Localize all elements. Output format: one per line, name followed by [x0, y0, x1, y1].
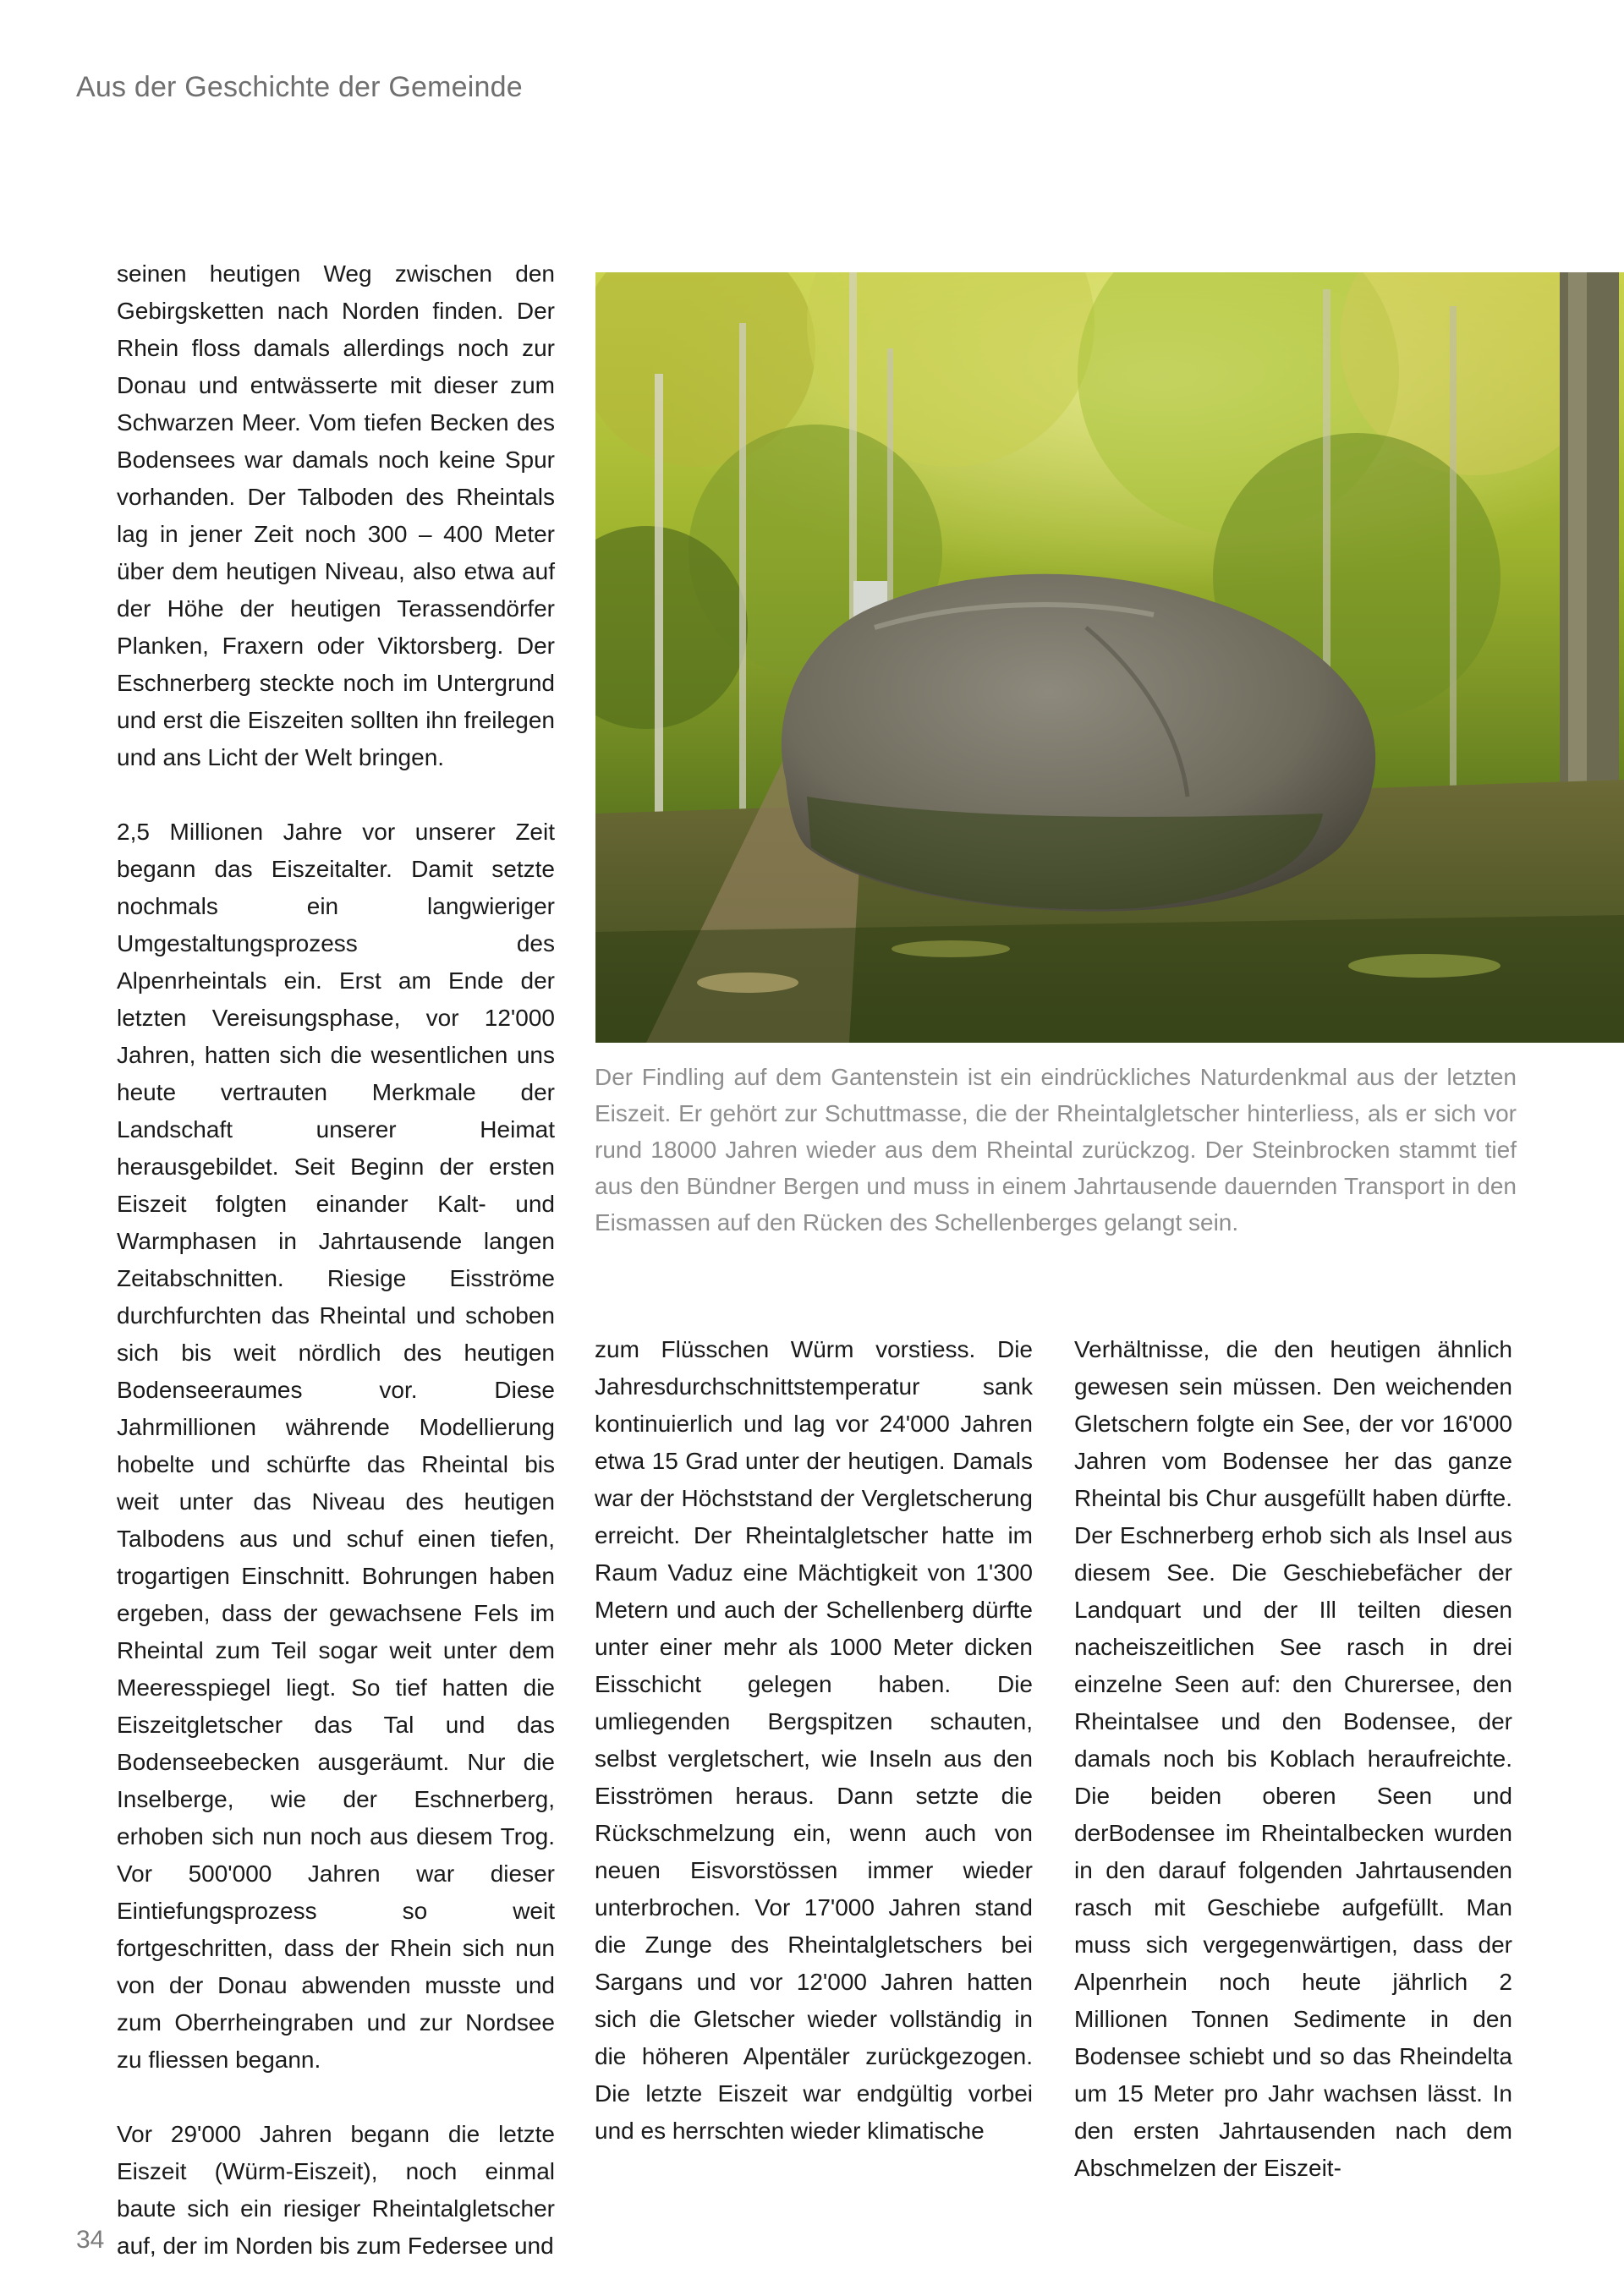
- paragraph: zum Flüsschen Würm vorstiess. Die Jahresdurchschnittstemperatur sank kontinuierlich und lag vor 24'000 Jahren etwa 15 Grad unter der heutigen. Damals war der Höchststand der Vergletscherung erreicht. Der Rheintalgletscher hatte im Raum Vaduz eine Mächtigkeit von 1'300 Metern und auch der Schellenberg dürfte unter einer mehr als 1000 Meter dicken Eisschicht gelegen haben. Die umliegenden Bergspitzen schauten, selbst vergletschert, wie Inseln aus den Eisströmen heraus. Dann setzte die Rückschmelzung ein, wenn auch von neuen Eisvorstössen immer wieder unterbrochen. Vor 17'000 Jahren stand die Zunge des Rheintalgletschers bei Sargans und vor 12'000 Jahren hatten sich die Gletscher wieder vollständig in die höheren Alpentäler zurückgezogen. Die letzte Eiszeit war endgültig vorbei und es herrschten wieder klimatische: [595, 1336, 1033, 2144]
- text-column-left: [117, 255, 555, 2265]
- text-column-middle: [595, 1331, 1033, 2150]
- paragraph: Vor 29'000 Jahren begann die letzte Eiszeit (Würm-Eiszeit), noch einmal baute sich ein riesiger Rheintalgletscher auf, der im Norden bis zum Federsee und: [117, 2121, 555, 2259]
- text-column-right: [1074, 1331, 1512, 2187]
- boulder-photo: [595, 272, 1624, 1043]
- forest-boulder-illustration: [595, 272, 1624, 1043]
- running-header: Aus der Geschichte der Gemeinde: [76, 71, 523, 103]
- paragraph: 2,5 Millionen Jahre vor unserer Zeit begann das Eiszeitalter. Damit setzte nochmals ein langwieriger Umgestaltungsprozess des Alpenrheintals ein. Erst am Ende der letzten Vereisungsphase, vor 12'000 Jahren, hatten sich die wesentlichen uns heute vertrauten Merkmale der Landschaft unserer Heimat herausgebildet. Seit Beginn der ersten Eiszeit folgten einander Kalt- und Warmphasen in Jahrtausende langen Zeitabschnitten. Riesige Eisströme durchfurchten das Rheintal und schoben sich bis weit nördlich des heutigen Bodenseeraumes vor. Diese Jahrmillionen währende Modellierung hobelte und schürfte das Rheintal bis weit unter das Niveau des heutigen Talbodens aus und schuf einen tiefen, trogartigen Einschnitt. Bohrungen haben ergeben, dass der gewachsene Fels im Rheintal zum Teil sogar weit unter dem Meeresspiegel liegt. So tief hatten die Eiszeitgletscher das Tal und das Bodenseebecken ausgeräumt. Nur die Inselberge, wie der Eschnerberg, erhoben sich nun noch aus diesem Trog. Vor 500'000 Jahren war dieser Eintiefungsprozess so weit fortgeschritten, dass der Rhein sich nun von der Donau abwenden musste und zum Oberrheingraben und zur Nordsee zu fliessen begann.: [117, 819, 555, 2073]
- page-number: 34: [76, 2226, 105, 2254]
- paragraph: Verhältnisse, die den heutigen ähnlich gewesen sein müssen. Den weichenden Gletschern folgte ein See, der vor 16'000 Jahren vom Bodensee her das ganze Rheintal bis Chur ausgefüllt haben dürfte. Der Eschnerberg erhob sich als Insel aus diesem See. Die Geschiebefächer der Landquart und der Ill teilten diesen nacheiszeitlichen See rasch in drei einzelne Seen auf: den Churersee, den Rheintalsee und den Bodensee, der damals noch bis Koblach heraufreichte. Die beiden oberen Seen und derBodensee im Rheintalbecken wurden in den darauf folgenden Jahrtausenden rasch mit Geschiebe aufgefüllt. Man muss sich vergegenwärtigen, dass der Alpenrhein noch heute jährlich 2 Millionen Tonnen Sedimente in den Bodensee schiebt und so das Rheindelta um 15 Meter pro Jahr wachsen lässt. In den ersten Jahrtausenden nach dem Abschmelzen der Eiszeit-: [1074, 1336, 1512, 2181]
- photo-caption: Der Findling auf dem Gantenstein ist ein eindrückliches Naturdenkmal aus der letzten Eiszeit. Er gehört zur Schuttmasse, die der Rheintalgletscher hinterliess, als er sich vor rund 18000 Jahren wieder aus dem Rheintal zurückzog. Der Steinbrocken stammt tief aus den Bündner Bergen und muss in einem Jahrtausende dauernden Transport in den Eismassen auf den Rücken des Schellenberges gelangt sein.: [595, 1064, 1517, 1236]
- paragraph: seinen heutigen Weg zwischen den Gebirgsketten nach Norden finden. Der Rhein floss damals allerdings noch zur Donau und entwässerte mit dieser zum Schwarzen Meer. Vom tiefen Becken des Bodensees war damals noch keine Spur vorhanden. Der Talboden des Rheintals lag in jener Zeit noch 300 – 400 Meter über dem heutigen Niveau, also etwa auf der Höhe der heutigen Terassendörfer Planken, Fraxern oder Viktorsberg. Der Eschnerberg steckte noch im Untergrund und erst die Eiszeiten sollten ihn freilegen und ans Licht der Welt bringen.: [117, 260, 555, 770]
